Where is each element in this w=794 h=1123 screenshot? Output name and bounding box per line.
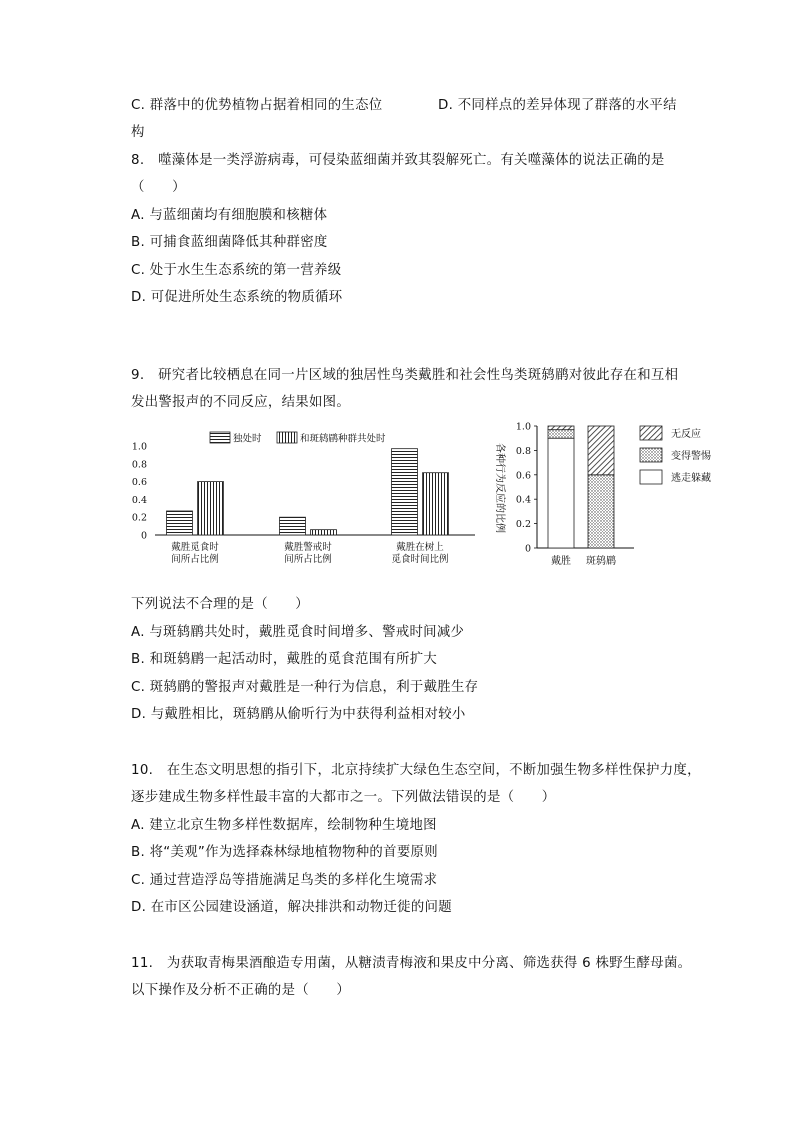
chart2-legend-swatch [640, 470, 662, 484]
chart2-category-label: 戴胜 [551, 556, 571, 567]
chart2-legend-swatch [640, 448, 662, 462]
chart2-bar-segment [588, 426, 614, 475]
chart1-bar [280, 517, 306, 535]
chart1-category-label: 戴胜警戒时 [284, 542, 332, 553]
q10-option-d: D. 在市区公园建设涵道，解决排洪和动物迁徙的问题 [131, 900, 452, 915]
legend-label-together: 和斑鸫鹛种群共处时 [300, 433, 386, 445]
q10-option-b: B. 将“美观”作为选择森林绿地植物物种的首要原则 [131, 845, 438, 860]
chart2-ytick: 0.4 [515, 494, 531, 506]
chart2-bar-segment [548, 438, 574, 548]
q10-stem-line2: 逐步建成生物多样性最丰富的大都市之一。下列做法错误的是（ ） [131, 790, 556, 805]
q10-option-a: A. 建立北京生物多样性数据库，绘制物种生境地图 [131, 818, 437, 833]
q8-option-b: B. 可捕食蓝细菌降低其种群密度 [131, 235, 328, 250]
q7-option-c: C. 群落中的优势植物占据着相同的生态位 [131, 98, 383, 113]
legend-swatch-together [277, 432, 297, 443]
chart2-ylabel: 各种行为反应的比例 [494, 443, 505, 533]
chart2-legend-label: 变得警惕 [671, 451, 711, 462]
q10-option-c: C. 通过营造浮岛等措施满足鸟类的多样化生境需求 [131, 873, 438, 888]
chart1-category-label: 觅食时间比例 [391, 554, 449, 565]
chart2-ytick: 0.6 [515, 470, 531, 482]
q10-stem-line1: 10. 在生态文明思想的指引下，北京持续扩大绿色生态空间，不断加强生物多样性保护力度， [131, 763, 701, 778]
chart1-category-label: 戴胜在树上 [396, 542, 444, 553]
chart1-ytick: 0.2 [131, 512, 147, 524]
q8-option-a: A. 与蓝细菌均有细胞膜和核糖体 [131, 208, 328, 223]
q9-option-b: B. 和斑鸫鹛一起活动时，戴胜的觅食范围有所扩大 [131, 652, 438, 667]
q8-stem-line1: 8. 噬藻体是一类浮游病毒，可侵染蓝细菌并致其裂解死亡。有关噬藻体的说法正确的是 [131, 153, 665, 168]
q8-stem-line2: （ ） [131, 180, 186, 195]
q9-stem-line1: 9. 研究者比较栖息在同一片区域的独居性鸟类戴胜和社会性鸟类斑鸫鹛对彼此存在和互相 [131, 368, 679, 383]
chart1-bar [198, 482, 224, 535]
q9-option-c: C. 斑鸫鹛的警报声对戴胜是一种行为信息，利于戴胜生存 [131, 680, 479, 695]
chart1-ytick: 0 [140, 530, 147, 542]
chart2-ytick: 1.0 [515, 421, 531, 433]
chart1-bar [423, 473, 449, 535]
behavior-time-chart [125, 420, 480, 575]
chart1-category-label: 戴胜觅食时 [171, 542, 219, 553]
chart1-ytick: 0.8 [131, 459, 147, 471]
q9-option-d: D. 与戴胜相比，斑鸫鹛从偷听行为中获得利益相对较小 [131, 707, 466, 722]
chart1-bar [167, 511, 193, 535]
chart2-ytick: 0 [524, 543, 531, 555]
chart1-ytick: 0.6 [131, 477, 147, 489]
chart2-bar-segment [548, 430, 574, 439]
chart2-legend-label: 无反应 [671, 429, 701, 440]
chart2-bar-segment [588, 475, 614, 548]
chart2-ytick: 0.2 [515, 519, 531, 531]
chart1-bar [392, 449, 418, 535]
chart2-bar-segment [548, 426, 574, 430]
chart2-legend-swatch [640, 426, 662, 440]
q9-stem-line2: 发出警报声的不同反应，结果如图。 [131, 395, 351, 410]
chart2-ytick: 0.8 [515, 445, 531, 457]
legend-label-alone: 独处时 [233, 433, 262, 445]
chart1-ytick: 1.0 [131, 441, 147, 453]
chart1-category-label: 间所占比例 [284, 554, 332, 565]
q8-option-d: D. 可促进所处生态系统的物质循环 [131, 290, 343, 305]
chart1-bar [311, 530, 337, 535]
chart2-legend-label: 逃走躲藏 [671, 473, 711, 484]
q9-prompt: 下列说法不合理的是（ ） [131, 597, 309, 612]
chart1-ytick: 0.4 [131, 494, 147, 506]
q11-stem-line2: 以下操作及分析不正确的是（ ） [131, 983, 351, 998]
chart2-category-label: 斑鸫鹛 [586, 556, 616, 567]
chart1-category-label: 间所占比例 [171, 554, 219, 565]
q8-option-c: C. 处于水生生态系统的第一营养级 [131, 263, 342, 278]
legend-swatch-alone [210, 432, 230, 443]
q11-stem-line1: 11. 为获取青梅果酒酿造专用菌，从糖渍青梅液和果皮中分离、筛选获得 6 株野生酵母菌。 [131, 956, 692, 971]
q7-option-d-continued: 构 [131, 125, 145, 140]
q9-option-a: A. 与斑鸫鹛共处时，戴胜觅食时间增多、警戒时间减少 [131, 625, 465, 640]
alarm-response-chart [483, 418, 753, 578]
q7-option-d: D. 不同样点的差异体现了群落的水平结 [438, 98, 677, 113]
